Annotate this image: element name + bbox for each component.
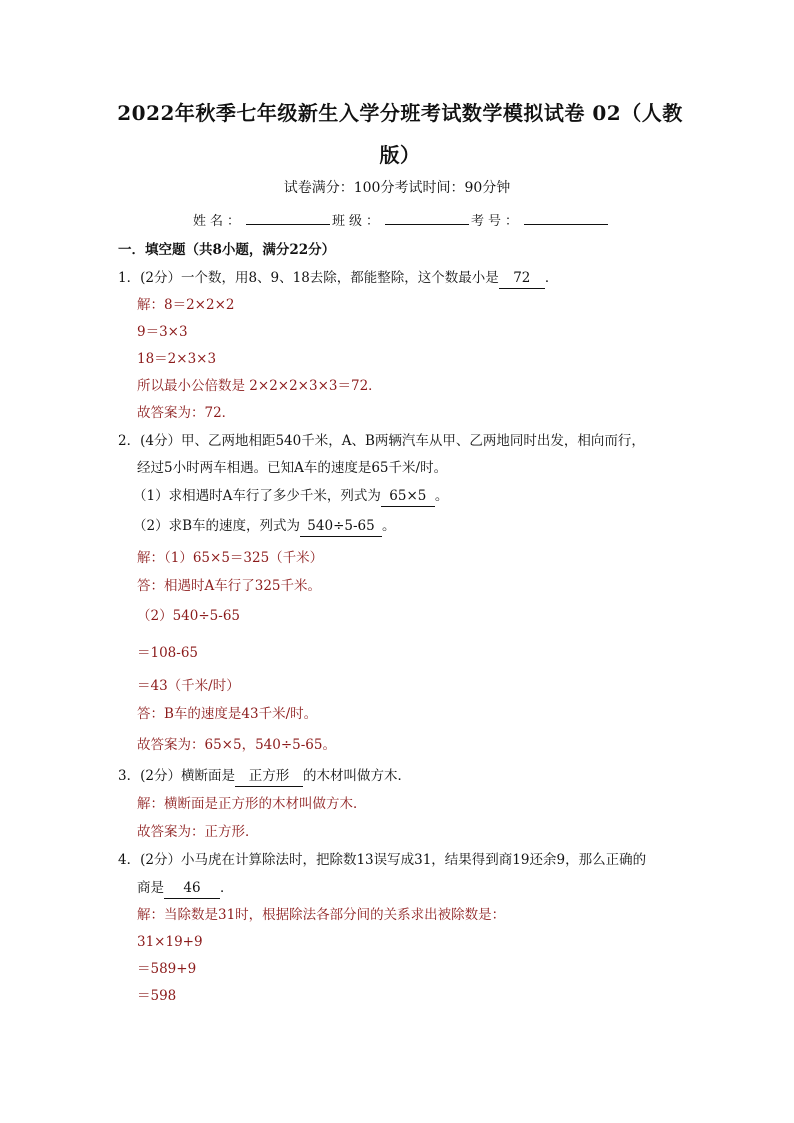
q2-p2-text-after: 。 (382, 518, 396, 534)
question-2-part-1 (133, 486, 448, 507)
q2-solution-line: ＝108-65 (137, 645, 199, 661)
question-1 (118, 268, 558, 289)
q4-text: 商是 (137, 880, 164, 896)
question-4-line-2 (137, 878, 234, 899)
q1-text-after: ． (544, 270, 559, 286)
q3-solution-line: 故答案为：正方形． (137, 824, 259, 840)
q2-p2-text: （2）求B车的速度，列式为 (133, 518, 301, 534)
q4-answer: 46 (164, 878, 220, 899)
q3-answer: 正方形 (235, 766, 303, 787)
q1-text: 1．(2分）一个数，用8、9、18去除，都能整除，这个数最小是 (118, 270, 499, 286)
q3-text-after: 的木材叫做方木． (302, 768, 411, 784)
q2-p1-text-after: 。 (434, 488, 449, 504)
question-3 (118, 766, 411, 787)
q2-solution-line: 答：B车的速度是43千米/时。 (137, 706, 318, 722)
q2-p1-answer: 65×5 (381, 486, 435, 507)
q2-p2-answer: 540÷5-65 (300, 516, 382, 537)
q3-solution-line: 解：横断面是正方形的木材叫做方木． (137, 796, 367, 812)
student-info-line (193, 210, 610, 232)
q4-solution-line: ＝589+9 (137, 961, 197, 977)
exam-title: 2022年秋季七年级新生入学分班考试数学模拟试卷 02（人教版） (117, 101, 683, 167)
exam-subtitle: 试卷满分：100分考试时间：90分钟 (283, 180, 511, 196)
q2-solution-line: 答：相遇时A车行了325千米。 (137, 578, 322, 594)
q1-solution-line: 解：8＝2×2×2 (137, 297, 235, 313)
number-blank (524, 210, 608, 225)
q1-solution-line: 18＝2×3×3 (137, 351, 217, 367)
question-4-line-1: 4．(2分）小马虎在计算除法时，把除数13误写成31，结果得到商19还余9，那么正确的 (118, 852, 647, 868)
name-label: 姓名： (193, 214, 245, 229)
number-label: 考号： (471, 214, 523, 229)
q1-solution-line: 所以最小公倍数是 2×2×2×3×3＝72． (137, 378, 382, 394)
class-blank (385, 210, 469, 225)
q2-p1-text: （1）求相遇时A车行了多少千米，列式为 (133, 488, 381, 504)
class-label: 班级： (332, 214, 384, 229)
q4-solution-line: 31×19+9 (137, 934, 203, 950)
q2-solution-line: 解：（1）65×5＝325（千米） (137, 550, 324, 566)
section-heading: 一．填空题（共8小题，满分22分） (118, 242, 336, 258)
q1-solution-line: 故答案为：72． (137, 405, 236, 421)
q1-answer: 72 (499, 268, 545, 289)
question-2-line-1: 2．(4分）甲、乙两地相距540千米，A、B两辆汽车从甲、乙两地同时出发，相向而行， (118, 433, 645, 449)
question-2-part-2 (133, 516, 396, 537)
q4-solution-line: ＝598 (137, 988, 177, 1004)
q4-solution-line: 解：当除数是31时，根据除法各部分间的关系求出被除数是： (137, 907, 506, 923)
q4-text-after: ． (220, 880, 234, 896)
q3-text: 3．(2分）横断面是 (118, 768, 235, 784)
q2-solution-line: 故答案为：65×5，540÷5-65。 (137, 737, 336, 753)
q2-solution-line: （2）540÷5-65 (137, 608, 240, 624)
q2-solution-line: ＝43（千米/时） (137, 678, 240, 694)
question-2-line-2: 经过5小时两车相遇。已知A车的速度是65千米/时。 (137, 460, 448, 476)
q1-solution-line: 9＝3×3 (137, 324, 188, 340)
name-blank (246, 210, 330, 225)
